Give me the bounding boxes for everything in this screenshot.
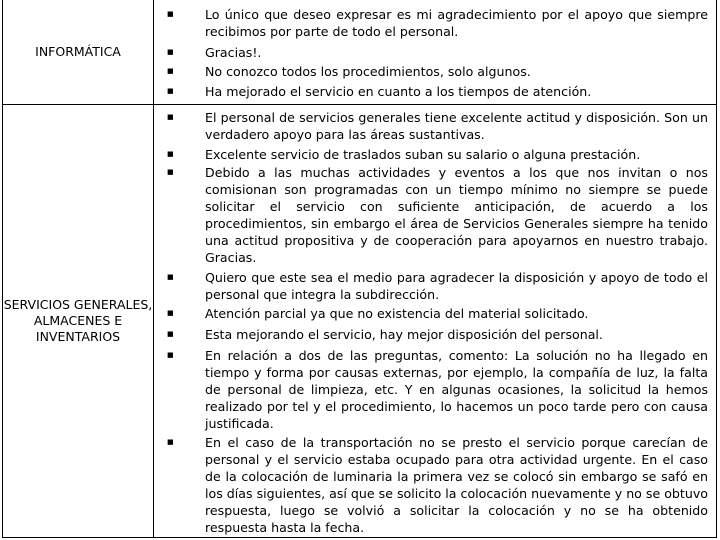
comment-text: Atención parcial ya que no existencia del material solicitado. [205,306,589,321]
bullet-icon: ■ [167,113,174,121]
bullet-icon: ■ [167,330,174,338]
list-item [154,269,708,303]
list-item [154,6,708,40]
comment-text: Ha mejorado el servicio en cuanto a los tiempos de atención. [205,84,592,99]
table-row-servicios-generales [3,104,716,537]
bullet-icon: ■ [167,48,174,56]
comments-cell [154,105,708,537]
bullet-icon: ■ [167,87,174,95]
bullet-icon: ■ [167,10,174,18]
list-item [154,347,708,432]
table-row-informatica [3,0,716,104]
comment-text: Esta mejorando el servicio, hay mejor disposición del personal. [205,327,603,342]
comment-text: Gracias!. [205,45,262,60]
category-cell: INFORMÁTICA [3,0,154,104]
comments-table [2,0,717,538]
list-item [154,63,708,80]
bullet-icon: ■ [167,273,174,281]
bullet-icon: ■ [167,351,174,359]
comment-text: Lo único que deseo expresar es mi agradecimiento por el apoyo que siempre recibimos por parte de todo el personal. [205,7,708,39]
list-item [154,44,708,61]
comment-text: En el caso de la transportación no se presto el servicio porque carecían de personal y el servicio estaba ocupado para otra actividad urgente. En el caso de la colocación de luminaria la primera vez se colocó sin embargo se safó en los días siguientes, así que se solicito la colocación nuevamente y no se obtuvo respuesta, luego se volvió a solicitar la colocación y no se ha obtenido respuesta hasta la fecha. [205,435,708,535]
comment-text: No conozco todos los procedimientos, solo algunos. [205,64,531,79]
list-item [154,305,708,322]
list-item [154,326,708,343]
comments-cell [154,0,708,104]
bullet-icon: ■ [167,67,174,75]
comment-text: Debido a las muchas actividades y eventos a los que nos invitan o nos comisionan son programadas con un tiempo mínimo no siempre se puede solicitar el servicio con suficiente anticipación, de acuerdo a los procedimientos, sin embargo el área de Servicios Generales siempre ha tenido una actitud propositiva y de cooperación para apoyarnos en nuestro trabajo. Gracias. [205,165,708,265]
bullet-icon: ■ [167,150,174,158]
bullet-icon: ■ [167,438,174,446]
comment-text: Excelente servicio de traslados suban su salario o alguna prestación. [205,147,641,162]
comment-text: En relación a dos de las preguntas, comento: La solución no ha llegado en tiempo y forma por causas externas, por ejemplo, la compañía de luz, la falta de personal de limpieza, etc. Y en algunas ocasiones, la solicitud la hemos realizado por tel y el procedimiento, lo hacemos un poco tarde pero con causa justificada. [205,348,708,431]
list-item [154,434,708,536]
comment-text: El personal de servicios generales tiene excelente actitud y disposición. Son un verdadero apoyo para las áreas sustantivas. [205,110,708,142]
list-item [154,83,708,100]
list-item [154,146,708,163]
bullet-icon: ■ [167,309,174,317]
comment-text: Quiero que este sea el medio para agradecer la disposición y apoyo de todo el personal que integra la subdirección. [205,270,708,302]
category-cell: SERVICIOS GENERALES, ALMACENES E INVENTARIOS [3,105,154,537]
list-item [154,109,708,143]
list-item [154,164,708,266]
bullet-icon: ■ [167,168,174,176]
